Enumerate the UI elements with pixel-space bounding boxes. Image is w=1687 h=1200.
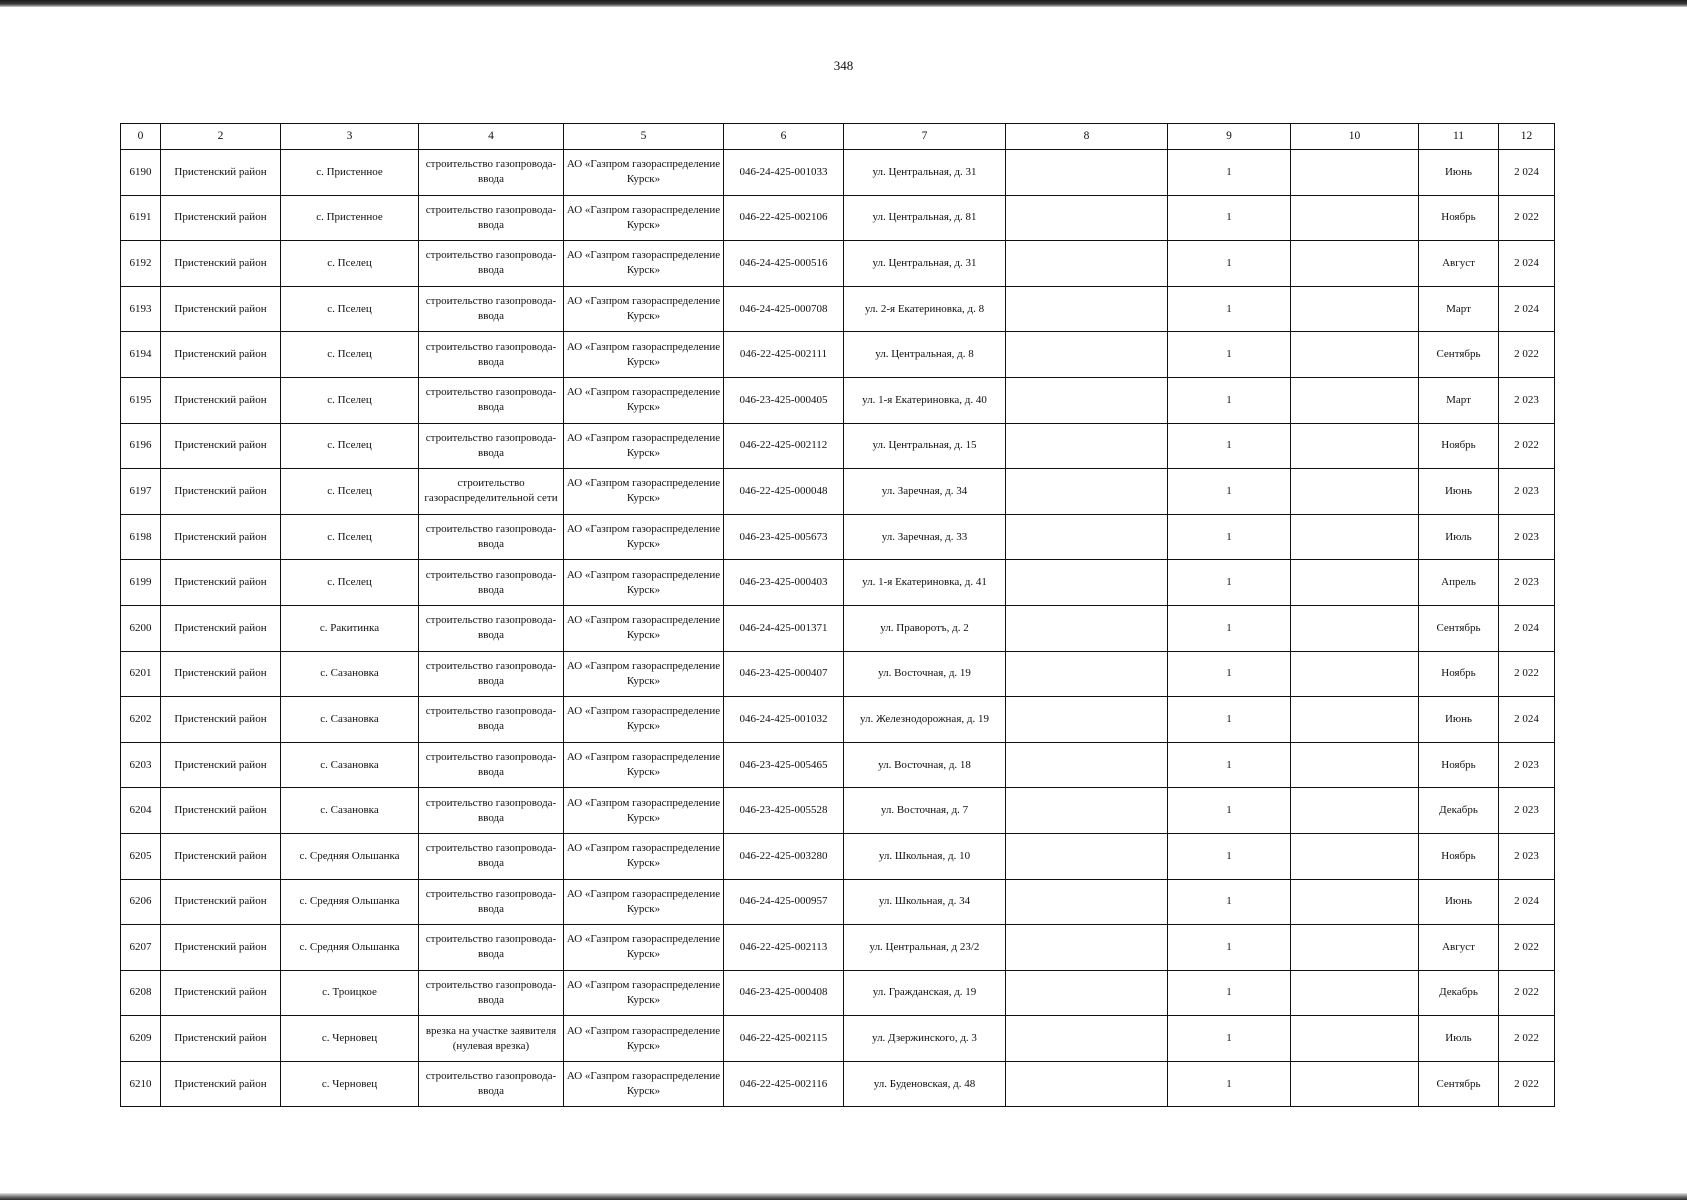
row-number: 6207 bbox=[121, 925, 161, 971]
column-10-cell bbox=[1291, 514, 1419, 560]
locality-cell: с. Средняя Ольшанка bbox=[281, 879, 419, 925]
address-cell: ул. Восточная, д. 7 bbox=[844, 788, 1006, 834]
work-type-cell: строительство газопровода-ввода bbox=[419, 286, 564, 332]
address-cell: ул. Центральная, д. 8 bbox=[844, 332, 1006, 378]
column-header: 7 bbox=[844, 124, 1006, 150]
work-type-cell: строительство газопровода-ввода bbox=[419, 925, 564, 971]
company-cell: АО «Газпром газораспределение Курск» bbox=[564, 879, 724, 925]
column-header: 11 bbox=[1419, 124, 1499, 150]
month-cell: Июль bbox=[1419, 1016, 1499, 1062]
column-header: 5 bbox=[564, 124, 724, 150]
row-number: 6194 bbox=[121, 332, 161, 378]
object-code-cell: 046-23-425-000407 bbox=[724, 651, 844, 697]
month-cell: Ноябрь bbox=[1419, 423, 1499, 469]
object-code-cell: 046-22-425-002106 bbox=[724, 195, 844, 241]
company-cell: АО «Газпром газораспределение Курск» bbox=[564, 423, 724, 469]
quantity-cell: 1 bbox=[1168, 377, 1291, 423]
column-8-cell bbox=[1006, 241, 1168, 287]
column-10-cell bbox=[1291, 833, 1419, 879]
row-number: 6205 bbox=[121, 833, 161, 879]
month-cell: Июнь bbox=[1419, 469, 1499, 515]
month-cell: Ноябрь bbox=[1419, 833, 1499, 879]
quantity-cell: 1 bbox=[1168, 742, 1291, 788]
object-code-cell: 046-24-425-000957 bbox=[724, 879, 844, 925]
company-cell: АО «Газпром газораспределение Курск» bbox=[564, 150, 724, 196]
object-code-cell: 046-23-425-000405 bbox=[724, 377, 844, 423]
month-cell: Июнь bbox=[1419, 697, 1499, 743]
quantity-cell: 1 bbox=[1168, 697, 1291, 743]
register-table bbox=[120, 123, 1555, 1107]
locality-cell: с. Пристенное bbox=[281, 150, 419, 196]
company-cell: АО «Газпром газораспределение Курск» bbox=[564, 1061, 724, 1107]
column-8-cell bbox=[1006, 879, 1168, 925]
column-8-cell bbox=[1006, 970, 1168, 1016]
table-row bbox=[121, 423, 1555, 469]
address-cell: ул. 1-я Екатериновка, д. 41 bbox=[844, 560, 1006, 606]
work-type-cell: строительство газопровода-ввода bbox=[419, 514, 564, 560]
column-8-cell bbox=[1006, 925, 1168, 971]
quantity-cell: 1 bbox=[1168, 332, 1291, 378]
month-cell: Декабрь bbox=[1419, 788, 1499, 834]
company-cell: АО «Газпром газораспределение Курск» bbox=[564, 788, 724, 834]
row-number: 6206 bbox=[121, 879, 161, 925]
column-8-cell bbox=[1006, 1016, 1168, 1062]
locality-cell: с. Пселец bbox=[281, 377, 419, 423]
quantity-cell: 1 bbox=[1168, 150, 1291, 196]
district-cell: Пристенский район bbox=[161, 1016, 281, 1062]
column-header: 4 bbox=[419, 124, 564, 150]
district-cell: Пристенский район bbox=[161, 879, 281, 925]
work-type-cell: строительство газопровода-ввода bbox=[419, 742, 564, 788]
column-10-cell bbox=[1291, 605, 1419, 651]
column-10-cell bbox=[1291, 697, 1419, 743]
district-cell: Пристенский район bbox=[161, 742, 281, 788]
work-type-cell: строительство газораспределительной сети bbox=[419, 469, 564, 515]
month-cell: Декабрь bbox=[1419, 970, 1499, 1016]
scan-edge-top bbox=[0, 0, 1687, 7]
district-cell: Пристенский район bbox=[161, 788, 281, 834]
row-number: 6195 bbox=[121, 377, 161, 423]
row-number: 6197 bbox=[121, 469, 161, 515]
column-10-cell bbox=[1291, 150, 1419, 196]
object-code-cell: 046-24-425-000516 bbox=[724, 241, 844, 287]
company-cell: АО «Газпром газораспределение Курск» bbox=[564, 560, 724, 606]
year-cell: 2 022 bbox=[1499, 423, 1555, 469]
column-header: 2 bbox=[161, 124, 281, 150]
locality-cell: с. Пселец bbox=[281, 514, 419, 560]
column-header: 10 bbox=[1291, 124, 1419, 150]
work-type-cell: строительство газопровода-ввода bbox=[419, 423, 564, 469]
column-8-cell bbox=[1006, 150, 1168, 196]
company-cell: АО «Газпром газораспределение Курск» bbox=[564, 1016, 724, 1062]
locality-cell: с. Пселец bbox=[281, 560, 419, 606]
work-type-cell: строительство газопровода-ввода bbox=[419, 697, 564, 743]
table-row bbox=[121, 970, 1555, 1016]
object-code-cell: 046-24-425-001033 bbox=[724, 150, 844, 196]
locality-cell: с. Пселец bbox=[281, 423, 419, 469]
column-10-cell bbox=[1291, 1016, 1419, 1062]
row-number: 6201 bbox=[121, 651, 161, 697]
address-cell: ул. 1-я Екатериновка, д. 40 bbox=[844, 377, 1006, 423]
address-cell: ул. 2-я Екатериновка, д. 8 bbox=[844, 286, 1006, 332]
address-cell: ул. Центральная, д. 31 bbox=[844, 150, 1006, 196]
district-cell: Пристенский район bbox=[161, 925, 281, 971]
work-type-cell: строительство газопровода-ввода bbox=[419, 833, 564, 879]
district-cell: Пристенский район bbox=[161, 1061, 281, 1107]
table-row bbox=[121, 469, 1555, 515]
work-type-cell: строительство газопровода-ввода bbox=[419, 560, 564, 606]
district-cell: Пристенский район bbox=[161, 605, 281, 651]
row-number: 6191 bbox=[121, 195, 161, 241]
column-8-cell bbox=[1006, 514, 1168, 560]
row-number: 6210 bbox=[121, 1061, 161, 1107]
district-cell: Пристенский район bbox=[161, 970, 281, 1016]
work-type-cell: строительство газопровода-ввода bbox=[419, 970, 564, 1016]
table-row bbox=[121, 514, 1555, 560]
work-type-cell: строительство газопровода-ввода bbox=[419, 1061, 564, 1107]
column-header: 3 bbox=[281, 124, 419, 150]
column-8-cell bbox=[1006, 788, 1168, 834]
district-cell: Пристенский район bbox=[161, 651, 281, 697]
year-cell: 2 022 bbox=[1499, 1061, 1555, 1107]
company-cell: АО «Газпром газораспределение Курск» bbox=[564, 514, 724, 560]
row-number: 6192 bbox=[121, 241, 161, 287]
column-8-cell bbox=[1006, 332, 1168, 378]
column-header: 9 bbox=[1168, 124, 1291, 150]
year-cell: 2 023 bbox=[1499, 560, 1555, 606]
column-10-cell bbox=[1291, 560, 1419, 606]
district-cell: Пристенский район bbox=[161, 697, 281, 743]
company-cell: АО «Газпром газораспределение Курск» bbox=[564, 286, 724, 332]
work-type-cell: строительство газопровода-ввода bbox=[419, 651, 564, 697]
quantity-cell: 1 bbox=[1168, 788, 1291, 834]
month-cell: Август bbox=[1419, 241, 1499, 287]
table-row bbox=[121, 697, 1555, 743]
year-cell: 2 024 bbox=[1499, 150, 1555, 196]
year-cell: 2 022 bbox=[1499, 925, 1555, 971]
year-cell: 2 022 bbox=[1499, 970, 1555, 1016]
column-header: 6 bbox=[724, 124, 844, 150]
year-cell: 2 023 bbox=[1499, 833, 1555, 879]
quantity-cell: 1 bbox=[1168, 879, 1291, 925]
column-10-cell bbox=[1291, 332, 1419, 378]
table-row bbox=[121, 788, 1555, 834]
row-number: 6196 bbox=[121, 423, 161, 469]
quantity-cell: 1 bbox=[1168, 651, 1291, 697]
work-type-cell: строительство газопровода-ввода bbox=[419, 332, 564, 378]
year-cell: 2 023 bbox=[1499, 514, 1555, 560]
month-cell: Июль bbox=[1419, 514, 1499, 560]
object-code-cell: 046-23-425-005465 bbox=[724, 742, 844, 788]
column-header: 8 bbox=[1006, 124, 1168, 150]
quantity-cell: 1 bbox=[1168, 514, 1291, 560]
table-row bbox=[121, 833, 1555, 879]
table-row bbox=[121, 651, 1555, 697]
year-cell: 2 023 bbox=[1499, 377, 1555, 423]
work-type-cell: строительство газопровода-ввода bbox=[419, 195, 564, 241]
address-cell: ул. Дзержинского, д. 3 bbox=[844, 1016, 1006, 1062]
column-10-cell bbox=[1291, 925, 1419, 971]
district-cell: Пристенский район bbox=[161, 332, 281, 378]
year-cell: 2 022 bbox=[1499, 332, 1555, 378]
district-cell: Пристенский район bbox=[161, 469, 281, 515]
column-8-cell bbox=[1006, 469, 1168, 515]
column-8-cell bbox=[1006, 651, 1168, 697]
work-type-cell: строительство газопровода-ввода bbox=[419, 150, 564, 196]
district-cell: Пристенский район bbox=[161, 423, 281, 469]
object-code-cell: 046-22-425-002113 bbox=[724, 925, 844, 971]
locality-cell: с. Сазановка bbox=[281, 742, 419, 788]
column-8-cell bbox=[1006, 1061, 1168, 1107]
locality-cell: с. Средняя Ольшанка bbox=[281, 833, 419, 879]
company-cell: АО «Газпром газораспределение Курск» bbox=[564, 195, 724, 241]
month-cell: Март bbox=[1419, 286, 1499, 332]
object-code-cell: 046-23-425-000403 bbox=[724, 560, 844, 606]
column-10-cell bbox=[1291, 423, 1419, 469]
address-cell: ул. Заречная, д. 34 bbox=[844, 469, 1006, 515]
row-number: 6190 bbox=[121, 150, 161, 196]
column-10-cell bbox=[1291, 742, 1419, 788]
year-cell: 2 024 bbox=[1499, 605, 1555, 651]
row-number: 6208 bbox=[121, 970, 161, 1016]
address-cell: ул. Центральная, д. 15 bbox=[844, 423, 1006, 469]
month-cell: Ноябрь bbox=[1419, 742, 1499, 788]
object-code-cell: 046-22-425-003280 bbox=[724, 833, 844, 879]
district-cell: Пристенский район bbox=[161, 377, 281, 423]
object-code-cell: 046-23-425-005673 bbox=[724, 514, 844, 560]
quantity-cell: 1 bbox=[1168, 241, 1291, 287]
month-cell: Апрель bbox=[1419, 560, 1499, 606]
year-cell: 2 024 bbox=[1499, 286, 1555, 332]
month-cell: Сентябрь bbox=[1419, 1061, 1499, 1107]
locality-cell: с. Сазановка bbox=[281, 651, 419, 697]
column-8-cell bbox=[1006, 423, 1168, 469]
year-cell: 2 023 bbox=[1499, 788, 1555, 834]
company-cell: АО «Газпром газораспределение Курск» bbox=[564, 697, 724, 743]
scan-edge-bottom bbox=[0, 1193, 1687, 1200]
locality-cell: с. Пселец bbox=[281, 241, 419, 287]
column-10-cell bbox=[1291, 879, 1419, 925]
table-row bbox=[121, 879, 1555, 925]
district-cell: Пристенский район bbox=[161, 514, 281, 560]
company-cell: АО «Газпром газораспределение Курск» bbox=[564, 970, 724, 1016]
column-10-cell bbox=[1291, 469, 1419, 515]
column-header: 12 bbox=[1499, 124, 1555, 150]
column-8-cell bbox=[1006, 560, 1168, 606]
locality-cell: с. Пселец bbox=[281, 286, 419, 332]
object-code-cell: 046-23-425-000408 bbox=[724, 970, 844, 1016]
district-cell: Пристенский район bbox=[161, 150, 281, 196]
district-cell: Пристенский район bbox=[161, 833, 281, 879]
address-cell: ул. Восточная, д. 18 bbox=[844, 742, 1006, 788]
year-cell: 2 024 bbox=[1499, 879, 1555, 925]
column-10-cell bbox=[1291, 195, 1419, 241]
work-type-cell: строительство газопровода-ввода bbox=[419, 241, 564, 287]
work-type-cell: строительство газопровода-ввода bbox=[419, 879, 564, 925]
month-cell: Ноябрь bbox=[1419, 651, 1499, 697]
quantity-cell: 1 bbox=[1168, 925, 1291, 971]
object-code-cell: 046-22-425-002111 bbox=[724, 332, 844, 378]
company-cell: АО «Газпром газораспределение Курск» bbox=[564, 833, 724, 879]
table-row bbox=[121, 332, 1555, 378]
table-row bbox=[121, 605, 1555, 651]
address-cell: ул. Школьная, д. 34 bbox=[844, 879, 1006, 925]
quantity-cell: 1 bbox=[1168, 970, 1291, 1016]
year-cell: 2 022 bbox=[1499, 195, 1555, 241]
year-cell: 2 022 bbox=[1499, 651, 1555, 697]
header-row bbox=[121, 124, 1555, 150]
company-cell: АО «Газпром газораспределение Курск» bbox=[564, 332, 724, 378]
work-type-cell: строительство газопровода-ввода bbox=[419, 377, 564, 423]
company-cell: АО «Газпром газораспределение Курск» bbox=[564, 605, 724, 651]
page-number: 348 bbox=[833, 58, 854, 73]
column-8-cell bbox=[1006, 286, 1168, 332]
work-type-cell: строительство газопровода-ввода bbox=[419, 605, 564, 651]
locality-cell: с. Черновец bbox=[281, 1016, 419, 1062]
column-8-cell bbox=[1006, 697, 1168, 743]
table-body bbox=[121, 150, 1555, 1107]
object-code-cell: 046-22-425-000048 bbox=[724, 469, 844, 515]
address-cell: ул. Буденовская, д. 48 bbox=[844, 1061, 1006, 1107]
address-cell: ул. Центральная, д. 31 bbox=[844, 241, 1006, 287]
column-8-cell bbox=[1006, 377, 1168, 423]
column-10-cell bbox=[1291, 377, 1419, 423]
month-cell: Сентябрь bbox=[1419, 605, 1499, 651]
year-cell: 2 024 bbox=[1499, 241, 1555, 287]
locality-cell: с. Черновец bbox=[281, 1061, 419, 1107]
column-10-cell bbox=[1291, 788, 1419, 834]
quantity-cell: 1 bbox=[1168, 423, 1291, 469]
row-number: 6193 bbox=[121, 286, 161, 332]
address-cell: ул. Центральная, д. 81 bbox=[844, 195, 1006, 241]
column-8-cell bbox=[1006, 742, 1168, 788]
quantity-cell: 1 bbox=[1168, 1061, 1291, 1107]
address-cell: ул. Праворотъ, д. 2 bbox=[844, 605, 1006, 651]
month-cell: Сентябрь bbox=[1419, 332, 1499, 378]
table-row bbox=[121, 150, 1555, 196]
quantity-cell: 1 bbox=[1168, 286, 1291, 332]
column-10-cell bbox=[1291, 1061, 1419, 1107]
row-number: 6202 bbox=[121, 697, 161, 743]
month-cell: Ноябрь bbox=[1419, 195, 1499, 241]
company-cell: АО «Газпром газораспределение Курск» bbox=[564, 469, 724, 515]
address-cell: ул. Восточная, д. 19 bbox=[844, 651, 1006, 697]
column-8-cell bbox=[1006, 195, 1168, 241]
year-cell: 2 024 bbox=[1499, 697, 1555, 743]
company-cell: АО «Газпром газораспределение Курск» bbox=[564, 377, 724, 423]
column-8-cell bbox=[1006, 605, 1168, 651]
district-cell: Пристенский район bbox=[161, 241, 281, 287]
object-code-cell: 046-24-425-001371 bbox=[724, 605, 844, 651]
year-cell: 2 023 bbox=[1499, 469, 1555, 515]
table-row bbox=[121, 377, 1555, 423]
company-cell: АО «Газпром газораспределение Курск» bbox=[564, 651, 724, 697]
quantity-cell: 1 bbox=[1168, 560, 1291, 606]
row-number: 6209 bbox=[121, 1016, 161, 1062]
quantity-cell: 1 bbox=[1168, 1016, 1291, 1062]
month-cell: Август bbox=[1419, 925, 1499, 971]
month-cell: Июнь bbox=[1419, 150, 1499, 196]
work-type-cell: строительство газопровода-ввода bbox=[419, 788, 564, 834]
row-number: 6199 bbox=[121, 560, 161, 606]
object-code-cell: 046-22-425-002115 bbox=[724, 1016, 844, 1062]
column-10-cell bbox=[1291, 286, 1419, 332]
company-cell: АО «Газпром газораспределение Курск» bbox=[564, 742, 724, 788]
table-row bbox=[121, 925, 1555, 971]
company-cell: АО «Газпром газораспределение Курск» bbox=[564, 925, 724, 971]
locality-cell: с. Пристенное bbox=[281, 195, 419, 241]
address-cell: ул. Заречная, д. 33 bbox=[844, 514, 1006, 560]
row-number: 6200 bbox=[121, 605, 161, 651]
object-code-cell: 046-22-425-002116 bbox=[724, 1061, 844, 1107]
table-row bbox=[121, 1016, 1555, 1062]
object-code-cell: 046-23-425-005528 bbox=[724, 788, 844, 834]
object-code-cell: 046-24-425-001032 bbox=[724, 697, 844, 743]
locality-cell: с. Ракитинка bbox=[281, 605, 419, 651]
district-cell: Пристенский район bbox=[161, 560, 281, 606]
district-cell: Пристенский район bbox=[161, 286, 281, 332]
district-cell: Пристенский район bbox=[161, 195, 281, 241]
month-cell: Март bbox=[1419, 377, 1499, 423]
column-8-cell bbox=[1006, 833, 1168, 879]
column-10-cell bbox=[1291, 241, 1419, 287]
address-cell: ул. Гражданская, д. 19 bbox=[844, 970, 1006, 1016]
address-cell: ул. Центральная, д 23/2 bbox=[844, 925, 1006, 971]
locality-cell: с. Сазановка bbox=[281, 697, 419, 743]
column-10-cell bbox=[1291, 970, 1419, 1016]
table-row bbox=[121, 195, 1555, 241]
table-row bbox=[121, 560, 1555, 606]
quantity-cell: 1 bbox=[1168, 469, 1291, 515]
row-number: 6198 bbox=[121, 514, 161, 560]
column-header: 0 bbox=[121, 124, 161, 150]
quantity-cell: 1 bbox=[1168, 605, 1291, 651]
table-row bbox=[121, 1061, 1555, 1107]
table-row bbox=[121, 241, 1555, 287]
address-cell: ул. Школьная, д. 10 bbox=[844, 833, 1006, 879]
month-cell: Июнь bbox=[1419, 879, 1499, 925]
work-type-cell: врезка на участке заявителя (нулевая врезка) bbox=[419, 1016, 564, 1062]
locality-cell: с. Сазановка bbox=[281, 788, 419, 834]
column-10-cell bbox=[1291, 651, 1419, 697]
year-cell: 2 022 bbox=[1499, 1016, 1555, 1062]
table-row bbox=[121, 742, 1555, 788]
row-number: 6204 bbox=[121, 788, 161, 834]
locality-cell: с. Троицкое bbox=[281, 970, 419, 1016]
object-code-cell: 046-22-425-002112 bbox=[724, 423, 844, 469]
address-cell: ул. Железнодорожная, д. 19 bbox=[844, 697, 1006, 743]
locality-cell: с. Пселец bbox=[281, 469, 419, 515]
row-number: 6203 bbox=[121, 742, 161, 788]
company-cell: АО «Газпром газораспределение Курск» bbox=[564, 241, 724, 287]
object-code-cell: 046-24-425-000708 bbox=[724, 286, 844, 332]
table-row bbox=[121, 286, 1555, 332]
locality-cell: с. Пселец bbox=[281, 332, 419, 378]
quantity-cell: 1 bbox=[1168, 833, 1291, 879]
year-cell: 2 023 bbox=[1499, 742, 1555, 788]
locality-cell: с. Средняя Ольшанка bbox=[281, 925, 419, 971]
quantity-cell: 1 bbox=[1168, 195, 1291, 241]
